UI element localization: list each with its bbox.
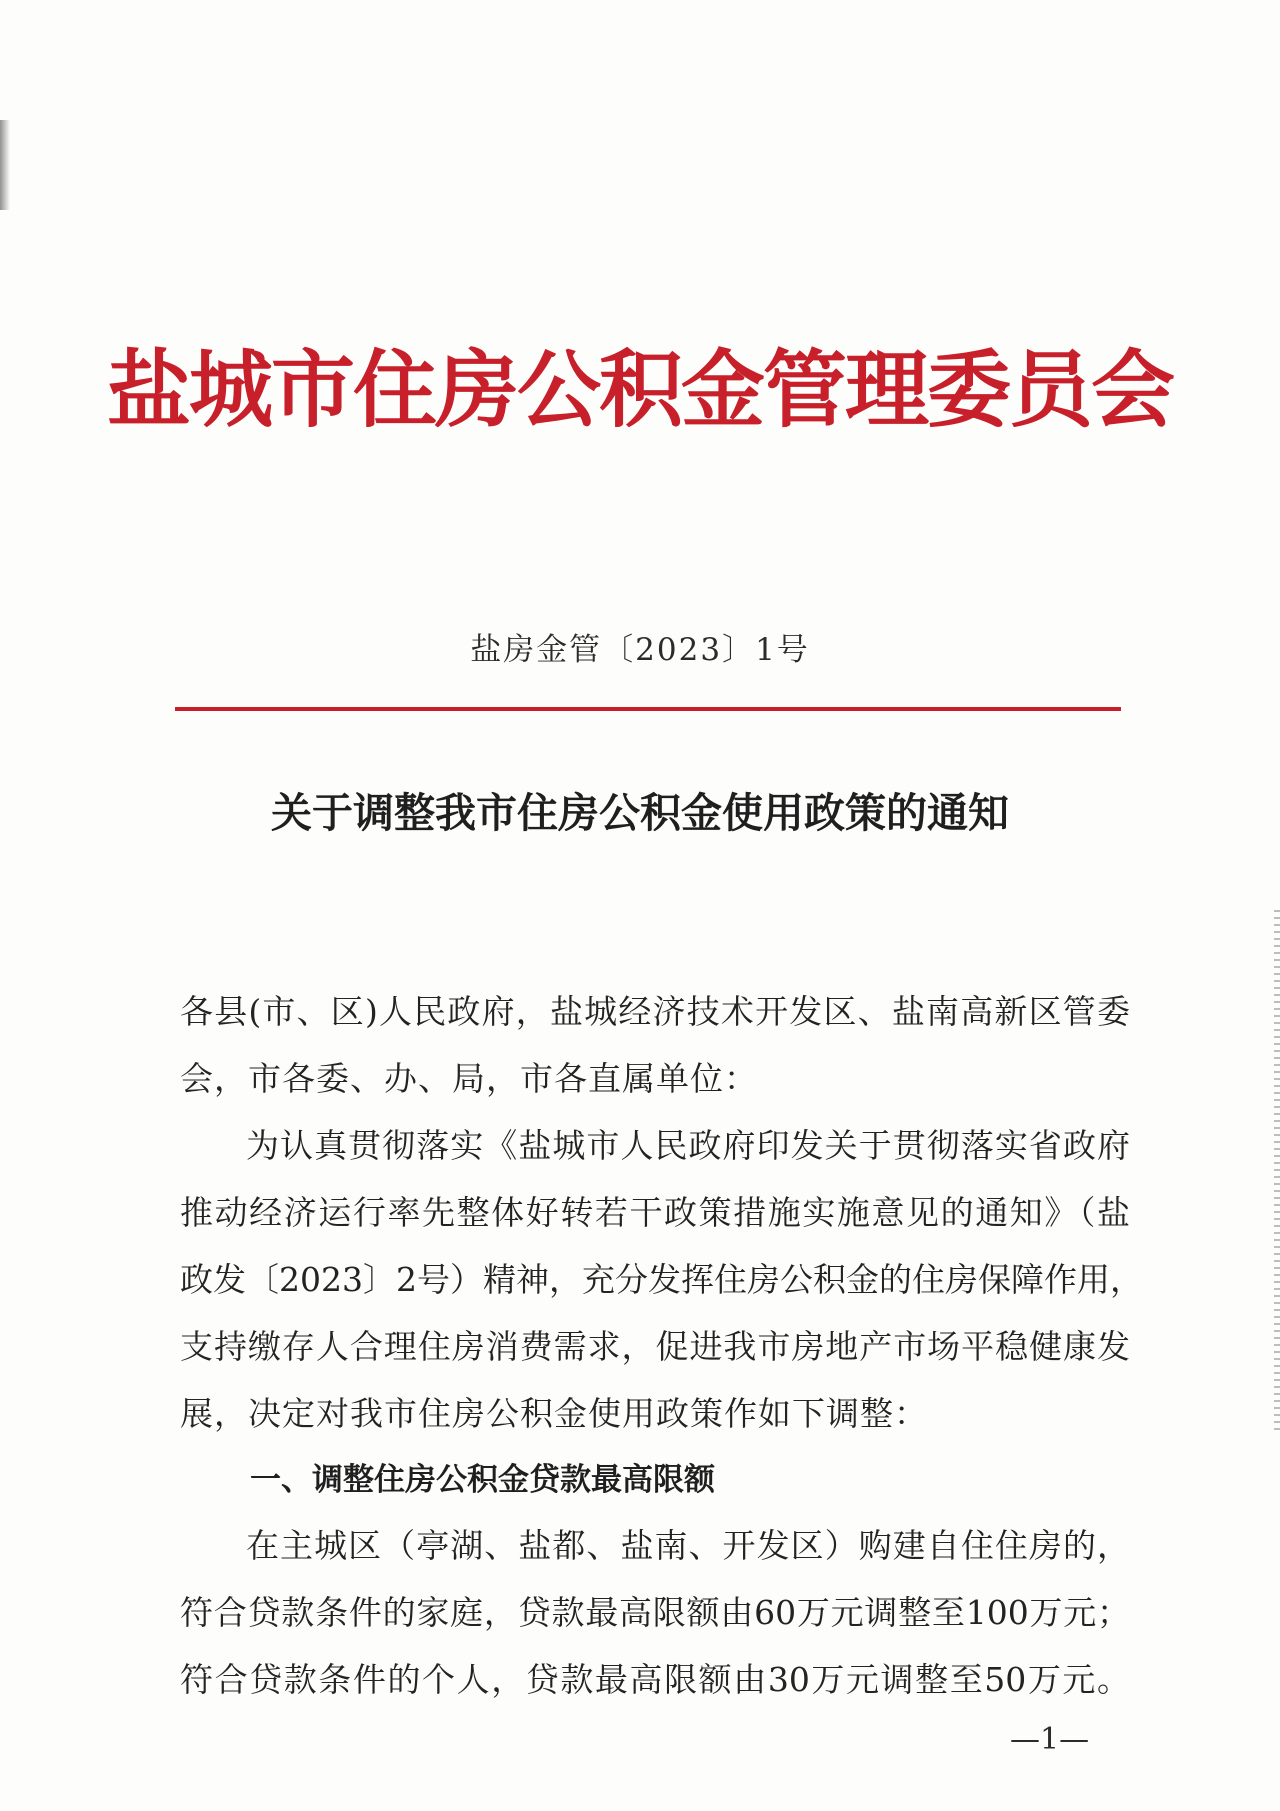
page-number: —1— — [1010, 1722, 1090, 1757]
intro-line-3: 政发〔2023〕2号）精神，充分发挥住房公积金的住房保障作用， — [180, 1260, 1143, 1299]
section-1-line-2: 符合贷款条件的家庭，贷款最高限额由60万元调整至100万元； — [180, 1593, 1130, 1632]
section-1-line-1: 在主城区（亭湖、盐都、盐南、开发区）购建自住住房的， — [246, 1526, 1130, 1565]
issuer-header: 盐城市住房公积金管理委员会 — [106, 340, 1173, 439]
document-number: 盐房金管〔2023〕1号 — [470, 632, 810, 668]
intro-line-2: 推动经济运行率先整体好转若干政策措施实施意见的通知》（盐 — [180, 1193, 1130, 1232]
section-1-line-3: 符合贷款条件的个人，贷款最高限额由30万元调整至50万元。 — [180, 1660, 1130, 1699]
intro-line-1: 为认真贯彻落实《盐城市人民政府印发关于贯彻落实省政府 — [246, 1126, 1130, 1165]
intro-line-4: 支持缴存人合理住房消费需求，促进我市房地产市场平稳健康发 — [180, 1327, 1130, 1366]
intro-line-5: 展，决定对我市住房公积金使用政策作如下调整： — [180, 1394, 928, 1433]
addressee-line-2: 会，市各委、办、局，市各直属单位： — [180, 1059, 758, 1098]
section-1-heading: 一、调整住房公积金贷款最高限额 — [250, 1462, 715, 1498]
notice-title: 关于调整我市住房公积金使用政策的通知 — [271, 789, 1009, 837]
addressee-line-1: 各县(市、区)人民政府，盐城经济技术开发区、盐南高新区管委 — [180, 992, 1130, 1031]
